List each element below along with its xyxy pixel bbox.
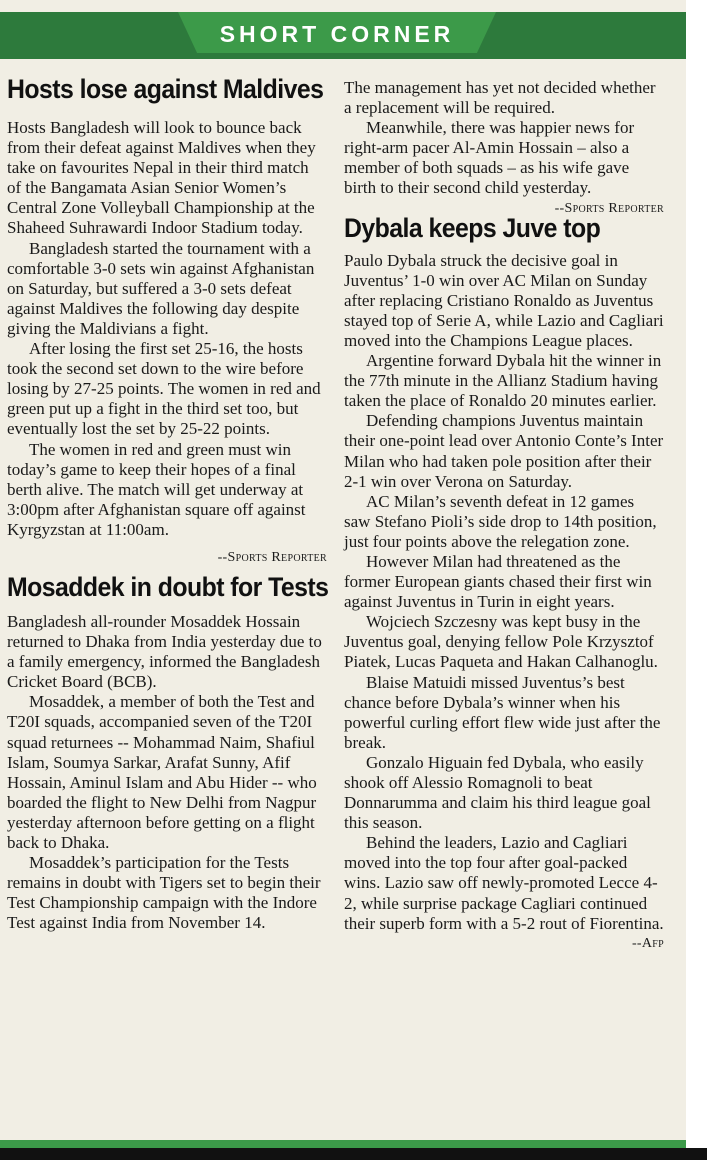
story-paragraph: Hosts Bangladesh will look to bounce back from their defeat against Maldives when they take on favourites Nepal in their third match of the Bangamata Asian Senior Women’s Central Zone Volleyball Championship at the Shaheed Suhrawardi Indoor Stadium today. (7, 118, 316, 238)
left-column (7, 72, 327, 933)
section-title: SHORT CORNER (219, 21, 455, 47)
story-byline: --Sports Reporter (217, 549, 327, 565)
story-paragraph: Behind the leaders, Lazio and Cagliari moved into the top four after goal-packed wins. Lazio saw off newly-promoted Lecce 4-2, while surprise package Cagliari continued their superb form with a 5-2 rout of Fiorentina. (344, 833, 664, 933)
story-paragraph: Argentine forward Dybala hit the winner in the 77th minute in the Allianz Stadium having taken the place of Ronaldo 20 minutes earlier. (344, 351, 662, 411)
story-dybala (344, 211, 664, 954)
page-margin (686, 0, 707, 1148)
story-paragraph: Wojciech Szczesny was kept busy in the Juventus goal, denying fellow Pole Krzysztof Piatek, Lucas Paqueta and Hakan Calhanoglu. (344, 612, 658, 672)
story-byline: --Sports Reporter (554, 200, 664, 216)
page-bottom-edge (0, 1148, 707, 1160)
story-hosts-lose (7, 72, 327, 568)
story-paragraph: Defending champions Juventus maintain their one-point lead over Antonio Conte’s Inter Milan who had taken pole position after their 2-1 win over Verona on Saturday. (344, 411, 664, 491)
story-paragraph: Bangladesh all-rounder Mosaddek Hossain returned to Dhaka from India yesterday due to a family emergency, informed the Bangladesh Cricket Board (BCB). (7, 611, 322, 692)
story-headline: Hosts lose against Maldives (7, 74, 324, 104)
story-paragraph-last (344, 118, 664, 216)
story-paragraph: However Milan had threatened as the former European giants chased their first win against Juventus in Turin in eight years. (344, 551, 652, 612)
story-paragraph: Mosaddek, a member of both the Test and T20I squads, accompanied seven of the T20I squad returnees -- Mohammad Naim, Shafiul Islam, Soumya Sarkar, Arafat Sunny, Afif Hossain, Aminul Islam and Abu Hider -- who boarded the flight to New Delhi from Nagpur yesterday afternoon before getting on a flight back to Dhaka. (7, 692, 317, 852)
story-paragraph: Bangladesh started the tournament with a comfortable 3-0 sets win against Afghanistan on Saturday, but suffered a 3-0 sets defeat against Maldives the following day despite giving the Maldivians a fight. (7, 238, 315, 338)
story-byline: --Afp (631, 935, 664, 951)
footer-rule (0, 1140, 686, 1148)
story-paragraph: Paulo Dybala struck the decisive goal in Juventus’ 1-0 win over AC Milan on Sunday after replacing Cristiano Ronaldo as Juventus stayed top of Serie A, while Lazio and Cagliari moved into the Champions League places. (344, 250, 664, 350)
story-paragraph: After losing the first set 25-16, the hosts took the second set down to the wire before losing by 27-25 points. The women in red and green put up a fight in the third set too, but eventually lost the set by 25-22 points. (7, 339, 321, 439)
story-paragraph-text: Meanwhile, there was happier news for right-arm pacer Al-Amin Hossain – also a member of both squads – as his wife gave birth to their second child yesterday. (344, 118, 635, 198)
right-column (344, 78, 664, 954)
story-paragraph: The women in red and green must win today’s game to keep their hopes of a final berth alive. The match will get underway at 3:00pm after Afghanistan square off against Kyrgyzstan at 11:00am. (7, 439, 306, 539)
story-paragraph: AC Milan’s seventh defeat in 12 games saw Stefano Pioli’s side drop to 14th position, just four points above the relegation zone. (344, 491, 657, 551)
story-paragraph: Blaise Matuidi missed Juventus’s best chance before Dybala’s winner when his powerful curling effort flew wide just after the break. (344, 672, 661, 752)
story-paragraph: Gonzalo Higuain fed Dybala, who easily shook off Alessio Romagnoli to beat Donnarumma and claim his third league goal this season. (344, 752, 651, 833)
story-headline: Mosaddek in doubt for Tests (7, 571, 329, 602)
story-paragraph: Mosaddek’s participation for the Tests remains in doubt with Tigers set to begin their Test Championship campaign with the Indore Test against India from November 14. (7, 853, 321, 933)
story-paragraph: The management has yet not decided whether a replacement will be required. (344, 78, 656, 118)
story-headline: Dybala keeps Juve top (344, 212, 601, 243)
story-mosaddek (7, 570, 327, 934)
story-mosaddek-continued (344, 78, 664, 216)
